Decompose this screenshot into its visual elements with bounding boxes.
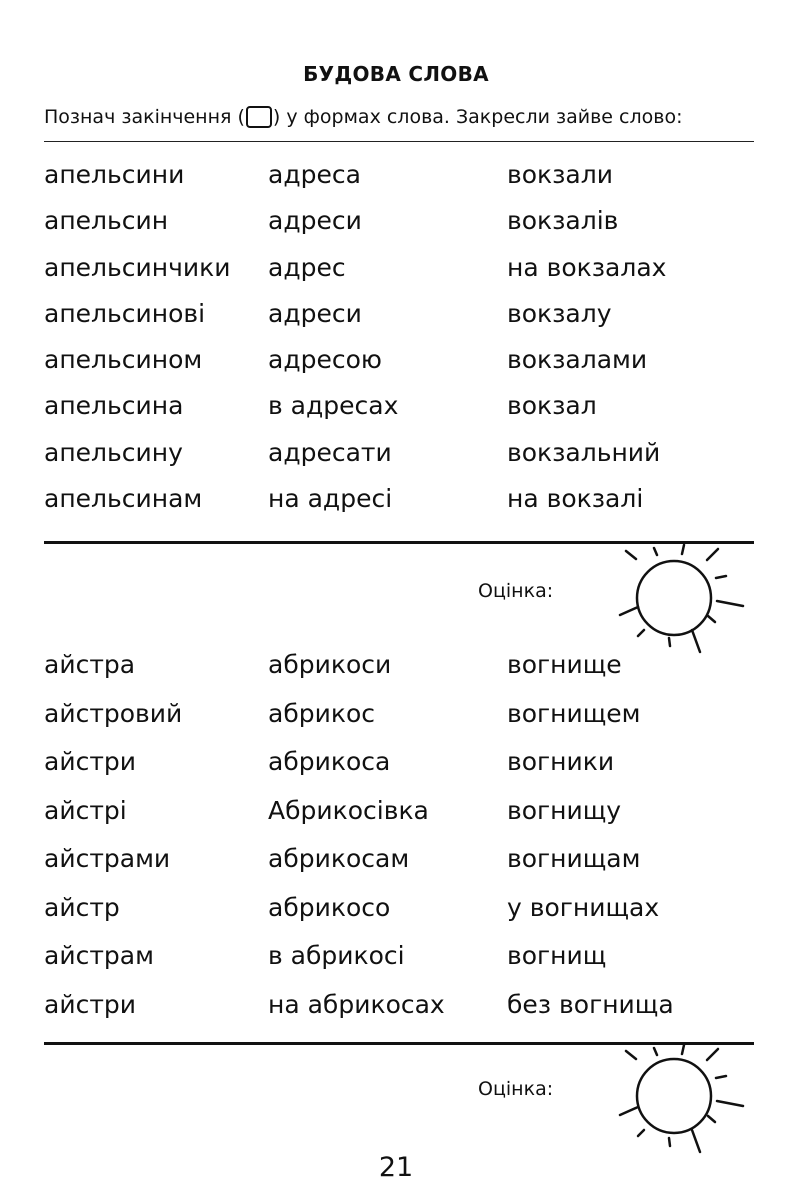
word-row (44, 160, 744, 206)
word-item[interactable]: вокзали (507, 160, 613, 189)
word-item[interactable]: вогнищу (507, 795, 622, 825)
instruction-text-after: ) у формах слова. Закресли зайве слово: (272, 106, 683, 128)
word-item[interactable]: адреси (268, 298, 362, 328)
page-number: 21 (378, 1152, 414, 1183)
word-item[interactable]: вогники (507, 747, 615, 776)
sun-icon[interactable] (610, 540, 750, 660)
sun-icon[interactable] (610, 1040, 750, 1160)
word-item[interactable]: апельсинові (44, 298, 206, 328)
word-item[interactable]: апельсину (44, 437, 183, 467)
word-item[interactable]: айстри (44, 747, 136, 776)
word-item[interactable]: айстр (44, 892, 120, 922)
word-row (44, 941, 744, 990)
word-item[interactable]: в адресах (268, 391, 399, 421)
word-item[interactable]: айстра (44, 650, 136, 679)
word-item[interactable]: вокзалами (507, 345, 648, 375)
word-item[interactable]: абрикосам (268, 844, 410, 873)
word-item[interactable]: на абрикосах (268, 989, 445, 1019)
word-row (44, 796, 744, 845)
word-grid-1 (44, 160, 744, 530)
word-grid-2 (44, 650, 744, 1038)
word-row (44, 650, 744, 699)
word-item[interactable]: айстрам (44, 941, 154, 970)
word-item[interactable]: вогнищам (507, 844, 641, 873)
word-item[interactable]: апельсинам (44, 484, 203, 514)
word-item[interactable]: Абрикосівка (268, 795, 429, 825)
word-row (44, 990, 744, 1039)
word-row (44, 844, 744, 893)
word-item[interactable]: вогнищем (507, 698, 641, 728)
instruction-underline (44, 141, 754, 142)
page-title: БУДОВА СЛОВА (303, 62, 489, 86)
word-item[interactable]: на вокзалах (507, 252, 667, 282)
word-item[interactable]: айстрами (44, 844, 171, 873)
word-item[interactable]: в абрикосі (268, 941, 405, 970)
word-item[interactable]: на адресі (268, 484, 393, 514)
word-item[interactable]: абрикоси (268, 650, 392, 679)
word-item[interactable]: айстри (44, 989, 136, 1019)
word-item[interactable]: вогнищ (507, 941, 607, 970)
word-item[interactable]: адреса (268, 160, 361, 189)
word-item[interactable]: абрикос (268, 698, 375, 728)
word-row (44, 206, 744, 252)
word-row (44, 253, 744, 299)
word-item[interactable]: апельсин (44, 206, 169, 236)
word-item[interactable]: айстрі (44, 795, 127, 825)
word-item[interactable]: апельсином (44, 345, 203, 375)
word-row (44, 699, 744, 748)
word-row (44, 484, 744, 530)
grade-label: Оцінка: (478, 580, 554, 602)
word-row (44, 345, 744, 391)
word-item[interactable]: адреси (268, 206, 362, 236)
word-row (44, 893, 744, 942)
word-item[interactable]: вогнище (507, 650, 622, 679)
word-item[interactable]: адресати (268, 437, 392, 467)
word-item[interactable]: вокзалів (507, 206, 619, 236)
instruction-text-before: Познач закінчення ( (44, 106, 245, 128)
word-row (44, 747, 744, 796)
word-item[interactable]: у вогнищах (507, 892, 660, 922)
word-row (44, 299, 744, 345)
word-item[interactable]: без вогнища (507, 989, 674, 1019)
word-item[interactable]: айстровий (44, 698, 183, 728)
instruction-text (44, 106, 682, 128)
word-item[interactable]: адресою (268, 345, 382, 375)
word-item[interactable]: вокзал (507, 391, 597, 421)
grade-label: Оцінка: (478, 1078, 554, 1100)
word-item[interactable]: вокзалу (507, 298, 612, 328)
word-row (44, 438, 744, 484)
word-item[interactable]: апельсина (44, 391, 184, 421)
word-item[interactable]: апельсини (44, 160, 185, 189)
word-item[interactable]: абрикоса (268, 747, 391, 776)
word-item[interactable]: апельсинчики (44, 252, 231, 282)
word-row (44, 391, 744, 437)
word-item[interactable]: адрес (268, 252, 346, 282)
word-item[interactable]: вокзальний (507, 437, 661, 467)
word-item[interactable]: абрикосо (268, 892, 391, 922)
ending-box-icon (246, 106, 272, 128)
word-item[interactable]: на вокзалі (507, 484, 644, 514)
